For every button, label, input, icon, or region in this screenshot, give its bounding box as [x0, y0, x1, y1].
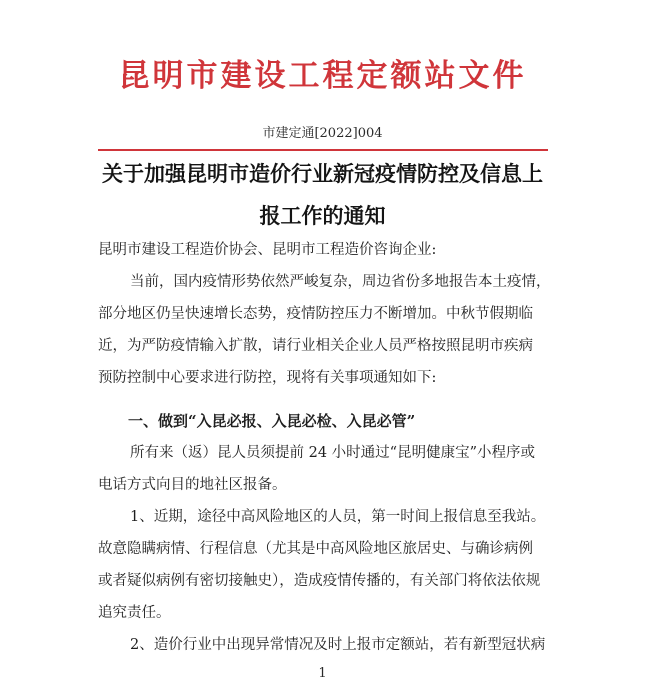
intro-line: 预防控制中心要求进行防控，现将有关事项通知如下: — [98, 370, 437, 386]
page-number: 1 — [318, 666, 327, 681]
intro-line: 当前，国内疫情形势依然严峻复杂，周边省份多地报告本土疫情， — [130, 274, 551, 290]
red-divider — [98, 149, 548, 151]
notice-title-line-1: 关于加强昆明市造价行业新冠疫情防控及信息上 — [102, 161, 543, 186]
addressee: 昆明市建设工程造价协会、昆明市工程造价咨询企业: — [98, 242, 437, 258]
item-2-line: 2、造价行业中出现异常情况及时上报市定额站，若有新型冠状病 — [130, 637, 546, 653]
intro-line: 近，为严防疫情输入扩散，请行业相关企业人员严格按照昆明市疾病 — [98, 338, 533, 354]
document-number: 市建定通[2022]004 — [262, 126, 383, 141]
item-1-line: 追究责任。 — [98, 605, 171, 621]
section-1-paragraph-line: 电话方式向目的地社区报备。 — [98, 477, 287, 493]
intro-line: 部分地区仍呈快速增长态势，疫情防控压力不断增加。中秋节假期临 — [98, 306, 533, 322]
section-1-paragraph-line: 所有来（返）昆人员须提前 24 小时通过“昆明健康宝”小程序或 — [130, 445, 535, 461]
item-1-line: 或者疑似病例有密切接触史），造成疫情传播的，有关部门将依法依规 — [98, 573, 541, 589]
notice-title-line-2: 报工作的通知 — [259, 203, 386, 228]
section-1-heading: 一、做到“入昆必报、入昆必检、入昆必管” — [128, 412, 416, 430]
masthead-title: 昆明市建设工程定额站文件 — [118, 58, 527, 94]
item-1-line: 1、近期，途径中高风险地区的人员，第一时间上报信息至我站。 — [130, 509, 546, 525]
item-1-line: 故意隐瞒病情、行程信息（尤其是中高风险地区旅居史、与确诊病例 — [98, 541, 533, 557]
